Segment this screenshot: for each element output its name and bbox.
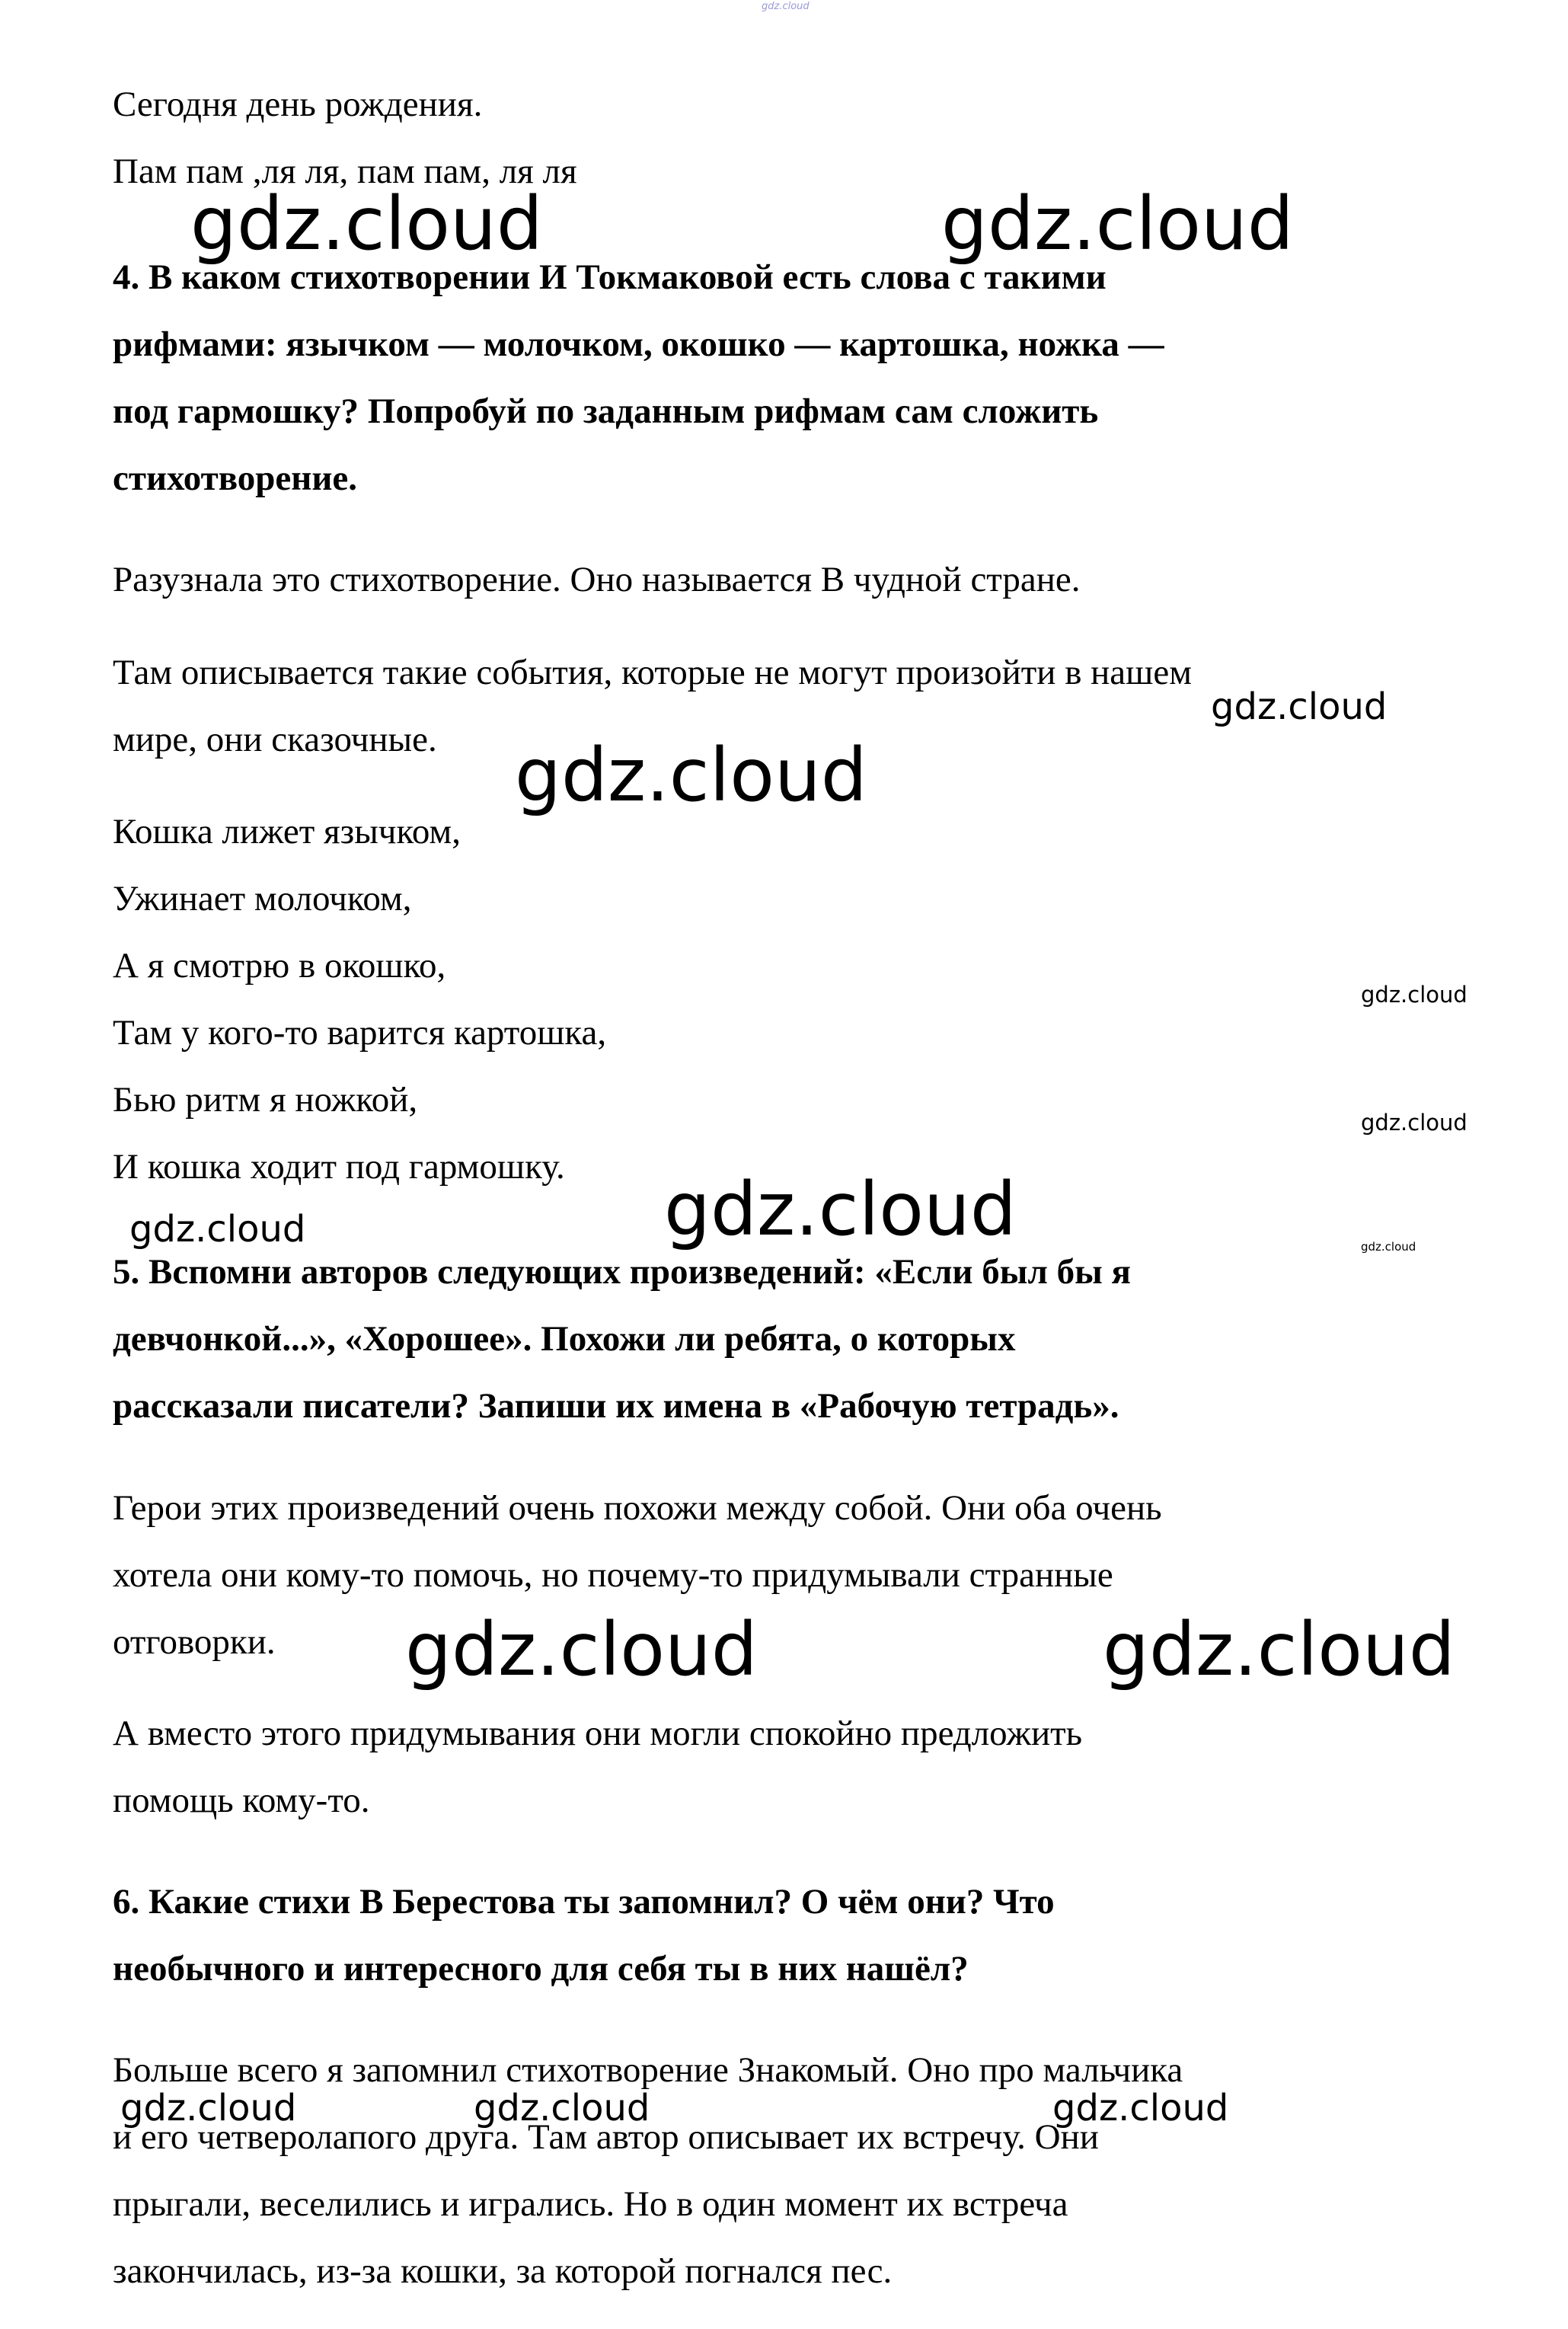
watermark-large-5: gdz.cloud	[405, 1607, 758, 1692]
answer-6-line-2: и его четверолапого друга. Там автор описывает их встречу. Они	[113, 2117, 1099, 2157]
answer-4-line-2: Там описывается такие события, которые не могут произойти в нашем	[113, 653, 1192, 692]
poem-line-3: А я смотрю в окошко,	[113, 946, 446, 986]
answer-4-line-3: мире, они сказочные.	[113, 720, 437, 759]
answer-6-line-3: прыгали, веселились и игрались. Но в один момент их встреча	[113, 2184, 1068, 2224]
question-4-line-4: стихотворение.	[113, 458, 358, 498]
watermark-large-2: gdz.cloud	[941, 181, 1294, 267]
question-6-line-2: необычного и интересного для себя ты в них нашёл?	[113, 1949, 969, 1989]
question-6-line-1: 6. Какие стихи В Берестова ты запомнил? О чём они? Что	[113, 1882, 1055, 1922]
poem-line-2: Ужинает молочком,	[113, 879, 412, 919]
question-4-line-3: под гармошку? Попробуй по заданным рифмам сам сложить	[113, 391, 1099, 431]
watermark-small-1: gdz.cloud	[1361, 982, 1467, 1008]
answer-5-line-2: хотела они кому-то помочь, но почему-то придумывали странные	[113, 1555, 1113, 1595]
answer-6-line-4: закончилась, из-за кошки, за которой погнался пес.	[113, 2251, 893, 2291]
watermark-tiny-1: gdz.cloud	[1361, 1240, 1416, 1254]
text-line-birthday: Сегодня день рождения.	[113, 85, 483, 124]
question-5-line-2: девчонкой...», «Хорошее». Похожи ли ребята, о которых	[113, 1319, 1016, 1359]
question-4-line-1: 4. В каком стихотворении И Токмаковой есть слова с такими	[113, 257, 1107, 297]
answer-5-line-3: отговорки.	[113, 1622, 276, 1662]
watermark-large-6: gdz.cloud	[1103, 1607, 1455, 1692]
watermark-large-3: gdz.cloud	[515, 733, 867, 818]
question-5-line-1: 5. Вспомни авторов следующих произведений: «Если был бы я	[113, 1252, 1131, 1292]
watermark-large-4: gdz.cloud	[664, 1167, 1017, 1252]
poem-line-5: Бью ритм я ножкой,	[113, 1080, 418, 1120]
watermark-medium-1: gdz.cloud	[1211, 685, 1388, 728]
watermark-large-1: gdz.cloud	[190, 181, 543, 267]
question-5-line-3: рассказали писатели? Запиши их имена в «Рабочую тетрадь».	[113, 1386, 1119, 1426]
watermark-medium-5: gdz.cloud	[1052, 2087, 1229, 2129]
answer-5-line-4: А вместо этого придумывания они могли спокойно предложить	[113, 1714, 1083, 1753]
poem-line-6: И кошка ходит под гармошку.	[113, 1147, 565, 1187]
text-line-pam: Пам пам ,ля ля, пам пам, ля ля	[113, 152, 577, 191]
question-4-line-2: рифмами: язычком — молочком, окошко — картошка, ножка —	[113, 324, 1164, 364]
watermark-medium-3: gdz.cloud	[120, 2087, 297, 2129]
watermark-small-2: gdz.cloud	[1361, 1110, 1467, 1136]
poem-line-4: Там у кого-то варится картошка,	[113, 1013, 607, 1053]
poem-line-1: Кошка лижет язычком,	[113, 812, 461, 851]
answer-5-line-1: Герои этих произведений очень похожи между собой. Они оба очень	[113, 1488, 1162, 1528]
answer-4-line-1: Разузнала это стихотворение. Оно называется В чудной стране.	[113, 560, 1081, 599]
watermark-medium-2: gdz.cloud	[129, 1208, 306, 1251]
watermark-top: gdz.cloud	[762, 1, 810, 12]
answer-5-line-5: помощь кому-то.	[113, 1781, 370, 1820]
answer-6-line-1: Больше всего я запомнил стихотворение Знакомый. Оно про мальчика	[113, 2050, 1183, 2090]
watermark-medium-4: gdz.cloud	[474, 2087, 650, 2129]
